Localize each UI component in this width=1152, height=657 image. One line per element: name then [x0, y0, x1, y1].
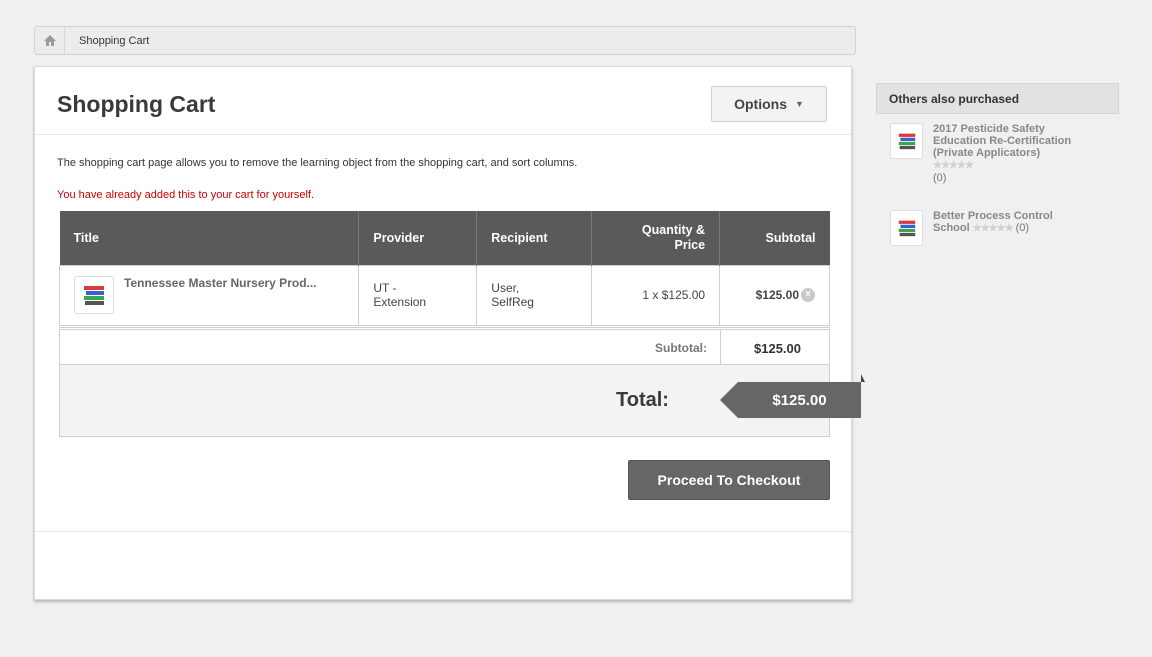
column-subtotal[interactable]: Subtotal: [720, 211, 830, 265]
breadcrumb: [34, 26, 856, 55]
list-item: [876, 114, 1119, 184]
footer-divider: [35, 531, 851, 532]
cell-subtotal: [720, 265, 830, 325]
cell-recipient: User, SelfReg: [477, 265, 592, 325]
rating-count: (0): [1015, 222, 1030, 234]
panel-header: [35, 67, 851, 135]
cart-table: [59, 211, 830, 326]
cell-provider: UT - Extension: [359, 265, 477, 325]
column-provider[interactable]: Provider: [359, 211, 477, 265]
sidebar-item-text: [933, 123, 1083, 184]
others-purchased-sidebar: [876, 83, 1119, 246]
warning-message: You have already added this to your cart for yourself.: [57, 189, 315, 201]
table-header-row: [60, 211, 830, 265]
cart-panel: [34, 66, 852, 600]
total-label: Total:: [616, 389, 669, 411]
column-recipient[interactable]: Recipient: [477, 211, 592, 265]
cell-title: [60, 265, 359, 325]
column-title[interactable]: Title: [60, 211, 359, 265]
list-item: [876, 184, 1119, 246]
page-title: Shopping Cart: [57, 91, 216, 117]
sidebar-item-title[interactable]: Better Process Control School: [933, 210, 1053, 234]
subtotal-value: $125.00: [755, 287, 799, 302]
column-quantity-price[interactable]: Quantity & Price: [592, 211, 720, 265]
book-stack-icon[interactable]: [890, 210, 923, 246]
sidebar-title: Others also purchased: [876, 83, 1119, 114]
tag-fold: [861, 374, 865, 382]
total-amount: $125.00: [738, 382, 861, 418]
page-description: The shopping cart page allows you to remove the learning object from the shopping cart, and sort columns.: [57, 157, 578, 169]
options-label: Options: [734, 96, 787, 112]
subtotal-amount: $125.00: [754, 341, 801, 356]
sidebar-item-title[interactable]: 2017 Pesticide Safety Education Re-Certification (Private Applicators): [933, 123, 1072, 159]
tag-arrow: [720, 382, 738, 418]
subtotal-label: Subtotal:: [655, 341, 707, 355]
subtotal-divider: [720, 330, 721, 364]
breadcrumb-current[interactable]: Shopping Cart: [79, 34, 150, 47]
cell-quantity-price: 1 x $125.00: [592, 265, 720, 325]
star-rating: ★★★★★: [933, 160, 973, 171]
total-price-tag: [720, 382, 861, 418]
proceed-to-checkout-button[interactable]: Proceed To Checkout: [628, 460, 830, 500]
remove-icon[interactable]: ×: [801, 288, 815, 302]
subtotal-row: [59, 327, 830, 365]
table-row: [60, 265, 830, 325]
chevron-down-icon: ▼: [794, 99, 804, 109]
star-rating: ★★★★★: [972, 223, 1013, 234]
book-stack-icon: [74, 276, 114, 314]
rating-count: (0): [933, 172, 947, 184]
options-button[interactable]: [711, 86, 827, 122]
item-title-link[interactable]: Tennessee Master Nursery Prod...: [124, 275, 317, 290]
book-stack-icon[interactable]: [890, 123, 923, 159]
sidebar-item-text: [933, 210, 1083, 246]
total-box: [59, 364, 830, 437]
home-icon[interactable]: [35, 27, 65, 54]
